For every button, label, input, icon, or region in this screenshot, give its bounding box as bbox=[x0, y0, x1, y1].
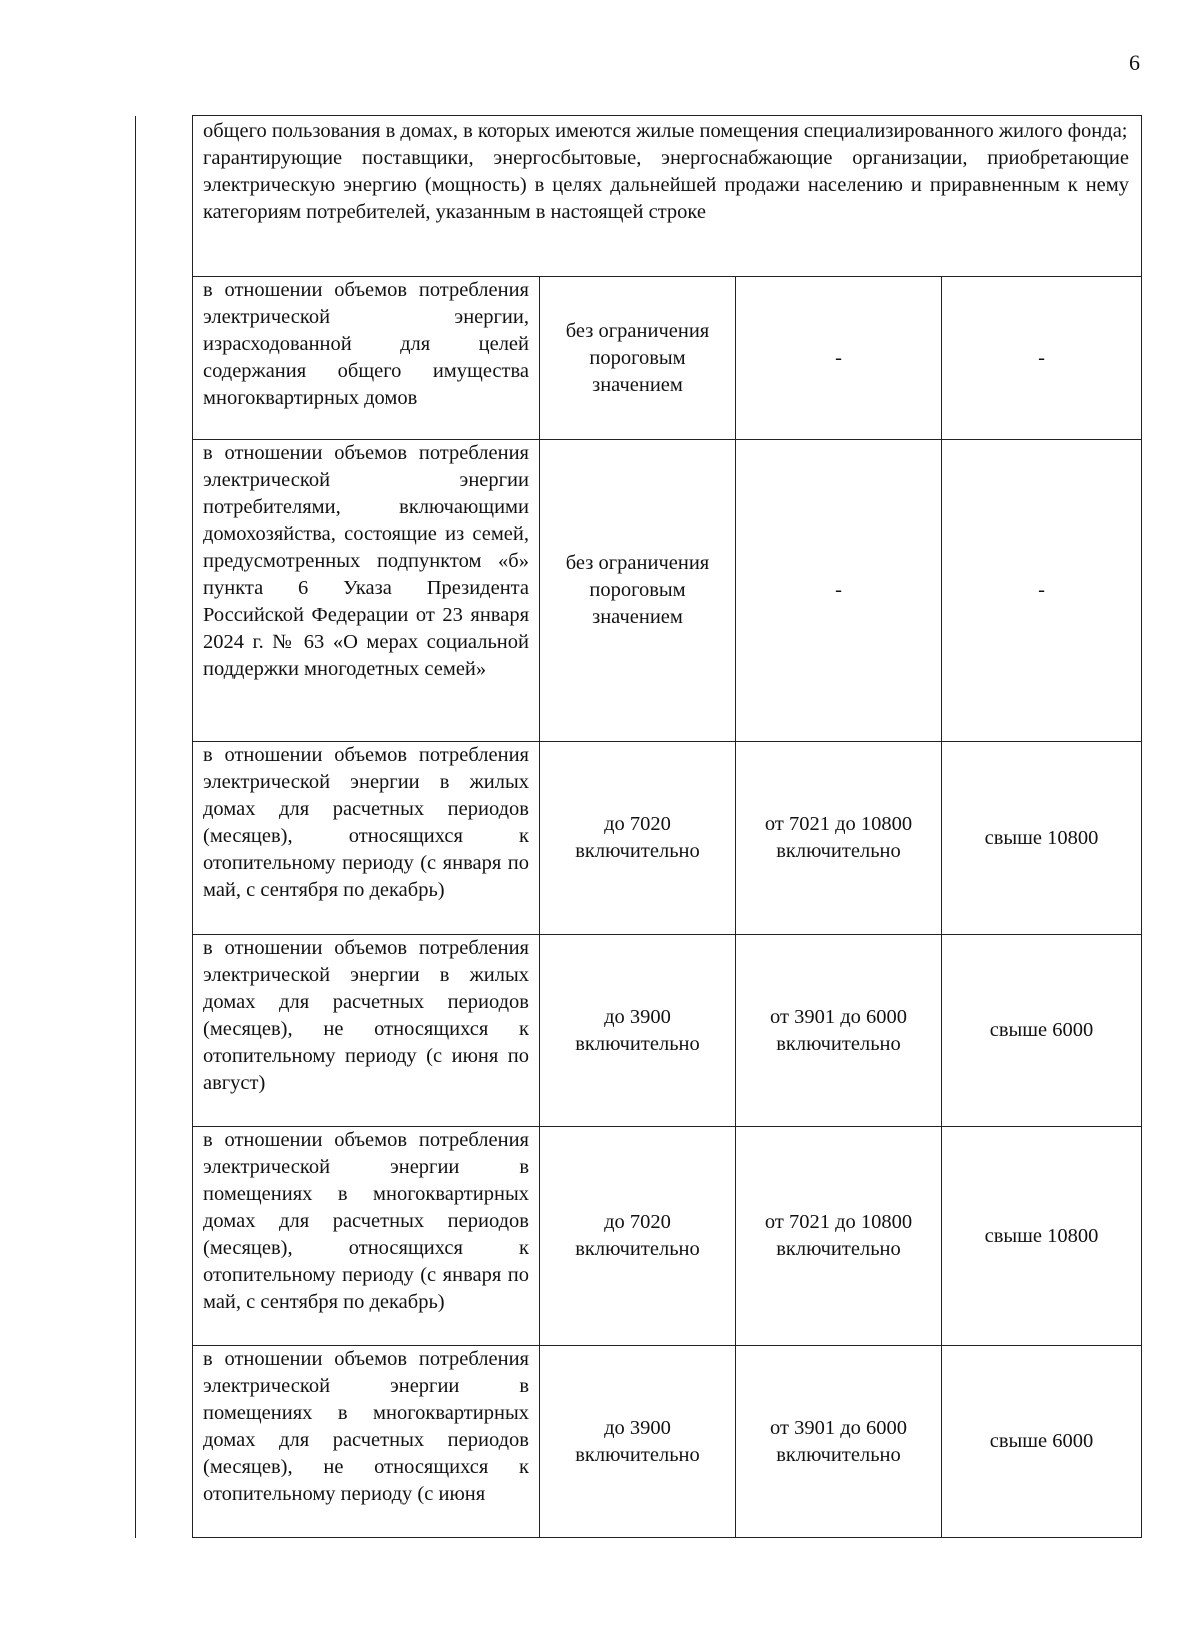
page-number: 6 bbox=[1129, 50, 1140, 75]
table-row bbox=[136, 935, 1142, 1127]
description-cell: в отношении объемов потребления электрической энергии в помещениях в многоквартирных домах для расчетных периодов (месяцев), относящихся к отопительному периоду (с января по май, с сентября по декабрь) bbox=[193, 1127, 540, 1346]
table-row bbox=[136, 1127, 1142, 1346]
row-number-cell bbox=[136, 742, 193, 935]
row-number-cell bbox=[136, 1346, 193, 1538]
description-cell: в отношении объемов потребления электрической энергии в жилых домах для расчетных периодов (месяцев), не относящихся к отопительному периоду (с июня по август) bbox=[193, 935, 540, 1127]
range-1-cell: до 3900 включительно bbox=[540, 935, 736, 1127]
table-row bbox=[136, 440, 1142, 742]
range-3-cell: - bbox=[942, 440, 1142, 742]
range-2-cell: от 7021 до 10800 включительно bbox=[736, 1127, 942, 1346]
row-number-cell bbox=[136, 935, 193, 1127]
description-cell: в отношении объемов потребления электрической энергии в помещениях в многоквартирных домах для расчетных периодов (месяцев), не относящихся к отопительному периоду (с июня bbox=[193, 1346, 540, 1538]
range-2-cell: от 3901 до 6000 включительно bbox=[736, 935, 942, 1127]
table-row-intro bbox=[136, 116, 1142, 277]
intro-paragraph: гарантирующие поставщики, энергосбытовые, энергоснабжающие организации, приобретающие электрическую энергию (мощность) в целях дальнейшей продажи населению и приравненным к нему категориям потребителей, указанным в настоящей строке bbox=[203, 147, 1130, 223]
intro-cell bbox=[193, 116, 1142, 277]
description-cell: в отношении объемов потребления электрической энергии, израсходованной для целей содержания общего имущества многоквартирных домов bbox=[193, 277, 540, 440]
range-3-cell: свыше 10800 bbox=[942, 742, 1142, 935]
row-number-cell bbox=[136, 116, 193, 277]
range-3-cell: свыше 10800 bbox=[942, 1127, 1142, 1346]
range-2-cell: - bbox=[736, 277, 942, 440]
range-3-cell: свыше 6000 bbox=[942, 935, 1142, 1127]
table-row bbox=[136, 742, 1142, 935]
intro-paragraph: общего пользования в домах, в которых имеются жилые помещения специализированного жилого фонда; bbox=[203, 120, 1128, 142]
table-row bbox=[136, 1346, 1142, 1538]
range-1-cell: до 7020 включительно bbox=[540, 1127, 736, 1346]
row-number-cell bbox=[136, 277, 193, 440]
table-row bbox=[136, 277, 1142, 440]
range-3-cell: - bbox=[942, 277, 1142, 440]
row-number-cell bbox=[136, 440, 193, 742]
range-3-cell: свыше 6000 bbox=[942, 1346, 1142, 1538]
range-1-cell: до 3900 включительно bbox=[540, 1346, 736, 1538]
range-1-cell: до 7020 включительно bbox=[540, 742, 736, 935]
description-cell: в отношении объемов потребления электрической энергии потребителями, включающими домохозяйства, состоящие из семей, предусмотренных подпунктом «б» пункта 6 Указа Президента Российской Федерации от 23 января 2024 г. № 63 «О мерах социальной поддержки многодетных семей» bbox=[193, 440, 540, 742]
row-number-cell bbox=[136, 1127, 193, 1346]
range-1-cell: без ограничения пороговым значением bbox=[540, 277, 736, 440]
description-cell: в отношении объемов потребления электрической энергии в жилых домах для расчетных периодов (месяцев), относящихся к отопительному периоду (с января по май, с сентября по декабрь) bbox=[193, 742, 540, 935]
range-2-cell: от 7021 до 10800 включительно bbox=[736, 742, 942, 935]
range-2-cell: - bbox=[736, 440, 942, 742]
range-1-cell: без ограничения пороговым значением bbox=[540, 440, 736, 742]
range-2-cell: от 3901 до 6000 включительно bbox=[736, 1346, 942, 1538]
tariff-table bbox=[135, 115, 1142, 1538]
